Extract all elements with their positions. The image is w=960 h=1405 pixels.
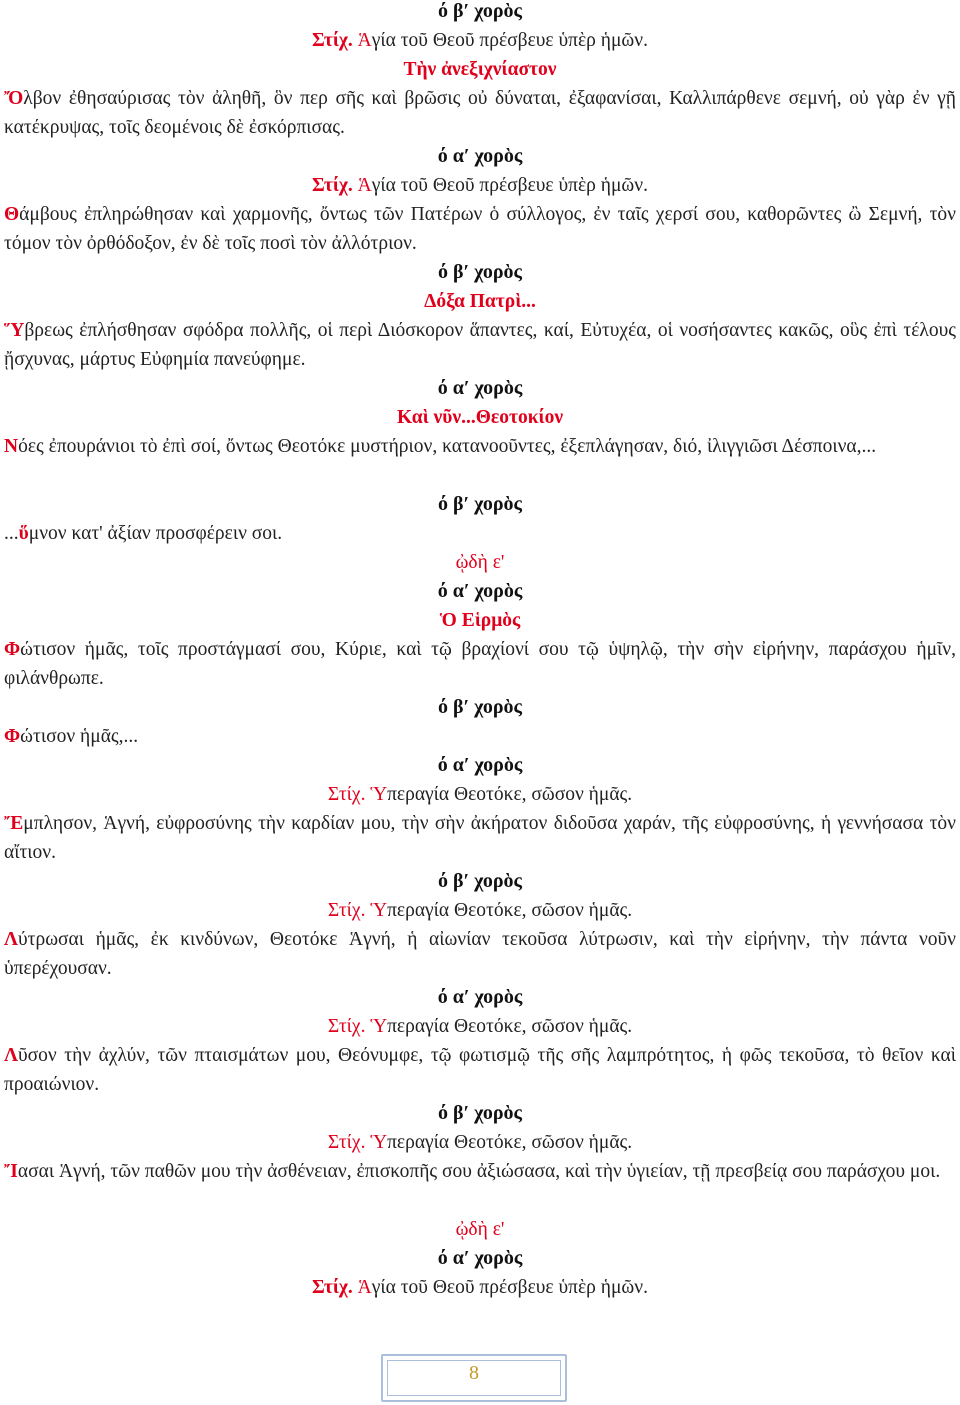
verse-text: γία τοῦ Θεοῦ πρέσβευε ὑπὲρ ἡμῶν. xyxy=(371,1277,648,1298)
refrain-line xyxy=(4,519,960,548)
initial-letter: Φ xyxy=(4,726,21,747)
page-number: 8 xyxy=(469,1362,479,1384)
verse-line xyxy=(0,1273,960,1302)
choir-heading: ό α′ χορὸς xyxy=(437,580,523,602)
verse-line xyxy=(0,1012,960,1041)
verse-text: περαγία Θεοτόκε, σῶσον ἡμᾶς. xyxy=(387,1016,633,1037)
verse-line xyxy=(0,26,960,55)
verse-initial: Ἁ xyxy=(357,175,372,196)
troparion-text: ύτρωσαι ἡμᾶς, ἐκ κινδύνων, Θεοτόκε Ἁγνή, ἡ αἰωνίαν τεκοῦσα λύτρωσιν, καὶ τὴν εἰρήνην, τὴν πάντα νοῦν ὑπερέχουσαν. xyxy=(4,929,956,979)
verse-label: Στίχ. Ὑ xyxy=(327,900,388,921)
page-number-box xyxy=(381,1354,567,1402)
troparion-text: βρεως ἐπλήσθησαν σφόδρα πολλῆς, οἱ περὶ Διόσκορον ἅπαντες, καί, Εὐτυχέα, οἱ νοσήσαντες κακῶς, οὓς ἐπὶ τέλους ᾔσχυνας, μάρτυς Εὐφημία πανεύφημε. xyxy=(4,320,956,370)
initial-letter: Λ xyxy=(4,1045,18,1066)
verse-label: Στίχ. xyxy=(312,30,353,51)
verse-text: γία τοῦ Θεοῦ πρέσβευε ὑπὲρ ἡμῶν. xyxy=(371,30,648,51)
verse-label: Στίχ. xyxy=(312,175,353,196)
troparion-text: μπλησον, Ἁγνή, εὐφροσύνης τὴν καρδίαν μου, τὴν σὴν ἀκήρατον διδοῦσα χαράν, τῆς εὐφροσύνης, ἡ γεννήσασα τὸν αἴτιον. xyxy=(4,813,956,863)
refrain-text: ώτισον ἡμᾶς,... xyxy=(20,726,139,747)
initial-letter: Ἔ xyxy=(4,813,24,834)
choir-heading: ό α′ χορὸς xyxy=(437,377,523,399)
troparion-text: λβον ἐθησαύρισας τὸν ἀληθῆ, ὃν περ σῆς καὶ βρῶσις οὐ δύναται, ἐξαφανίσαι, Καλλιπάρθενε σεμνή, οὐ γὰρ ἐν γῇ κατέκρυψας, τοῖς δεομένοις δὲ ἐσκόρπισας. xyxy=(4,88,956,138)
verse-label: Στίχ. Ὑ xyxy=(327,1016,388,1037)
refrain-text: μνον κατ' ἀξίαν προσφέρειν σοι. xyxy=(28,523,283,544)
verse-line xyxy=(0,171,960,200)
theotokion-heading: Καὶ νῦν...Θεοτοκίον xyxy=(396,407,564,428)
verse-line xyxy=(0,1128,960,1157)
choir-heading: ό β′ χορὸς xyxy=(438,696,522,718)
choir-heading: ό α′ χορὸς xyxy=(437,986,523,1008)
verse-text: γία τοῦ Θεοῦ πρέσβευε ὑπὲρ ἡμῶν. xyxy=(371,175,648,196)
troparion xyxy=(4,432,956,461)
verse-label: Στίχ. xyxy=(312,1277,353,1298)
initial-letter: Ὄ xyxy=(4,88,24,109)
choir-heading: ό α′ χορὸς xyxy=(437,754,523,776)
initial-letter: Λ xyxy=(4,929,18,950)
choir-heading: ό α′ χορὸς xyxy=(437,145,523,167)
troparion-text: ασαι Ἁγνή, τῶν παθῶν μου τὴν ἀσθένειαν, ἐπισκοπῆς σου ἀξιώσασα, καὶ τὴν ὑγιείαν, τῇ πρεσβείᾳ σου παράσχου μοι. xyxy=(17,1161,941,1182)
troparion xyxy=(4,925,956,983)
troparion xyxy=(4,635,956,693)
choir-heading: ό α′ χορὸς xyxy=(437,1247,523,1269)
initial-letter: Θ xyxy=(4,204,20,225)
troparion-text: όες ἐπουράνιοι τὸ ἐπὶ σοί, ὄντως Θεοτόκε μυστήριον, κατανοοῦντες, ἐξεπλάγησαν, διό, ἰλιγγιῶσι Δέσποινα,... xyxy=(18,436,877,457)
doxology-heading: Δόξα Πατρὶ... xyxy=(424,291,536,312)
choir-heading: ό β′ χορὸς xyxy=(438,493,522,515)
troparion-text: ῦσον τὴν ἀχλύν, τῶν πταισμάτων μου, Θεόνυμφε, τῷ φωτισμῷ τῆς σῆς λαμπρότητος, ἡ φῶς τεκοῦσα, τὸ θεῖον καὶ προαιώνιον. xyxy=(4,1045,956,1095)
troparion xyxy=(4,809,956,867)
ode-heading: ᾠδὴ ε' xyxy=(455,1219,505,1240)
troparion xyxy=(4,200,956,258)
troparion xyxy=(4,316,956,374)
initial-letter: Ὕ xyxy=(4,320,25,341)
troparion-text: ώτισον ἡμᾶς, τοῖς προστάγμασί σου, Κύριε, καὶ τῷ βραχίονί σου τῷ ὑψηλῷ, τὴν σὴν εἰρήνην, παράσχου ἡμῖν, φιλάνθρωπε. xyxy=(4,639,956,689)
troparion-text: άμβους ἐπληρώθησαν καὶ χαρμονῆς, ὄντως τῶν Πατέρων ὁ σύλλογος, ἐν ταῖς χερσί σου, καθορῶντες ὢ Σεμνή, τὸν τόμον τὸν ὀρθόδοξον, ἐν δὲ τοῖς ποσὶ τὸν ἀλλότριον. xyxy=(4,204,956,254)
irmos-heading: Ὁ Εἱρμὸς xyxy=(439,610,521,631)
verse-text: περαγία Θεοτόκε, σῶσον ἡμᾶς. xyxy=(387,900,633,921)
troparion xyxy=(4,1041,956,1099)
verse-line xyxy=(0,780,960,809)
initial-letter: Φ xyxy=(4,639,21,660)
choir-heading: ό β′ χορὸς xyxy=(438,0,522,22)
initial-letter: Ἴ xyxy=(4,1161,18,1182)
initial-letter: Ν xyxy=(4,436,19,457)
choir-heading: ό β′ χορὸς xyxy=(438,1102,522,1124)
verse-label: Στίχ. Ὑ xyxy=(327,1132,388,1153)
troparion xyxy=(4,1157,956,1186)
choir-heading: ό β′ χορὸς xyxy=(438,870,522,892)
ode-heading: ᾠδὴ ε' xyxy=(455,552,505,573)
verse-line xyxy=(0,896,960,925)
verse-initial: Ἁ xyxy=(357,1277,372,1298)
refrain-line xyxy=(4,722,960,751)
hymn-title: Τὴν ἀνεξιχνίαστον xyxy=(403,59,557,80)
initial-letter: ὕ xyxy=(18,523,29,544)
choir-heading: ό β′ χορὸς xyxy=(438,261,522,283)
verse-text: περαγία Θεοτόκε, σῶσον ἡμᾶς. xyxy=(387,1132,633,1153)
verse-initial: Ἁ xyxy=(357,30,372,51)
refrain-ellipsis: ... xyxy=(4,523,19,544)
verse-label: Στίχ. Ὑ xyxy=(327,784,388,805)
troparion xyxy=(4,84,956,142)
verse-text: περαγία Θεοτόκε, σῶσον ἡμᾶς. xyxy=(387,784,633,805)
